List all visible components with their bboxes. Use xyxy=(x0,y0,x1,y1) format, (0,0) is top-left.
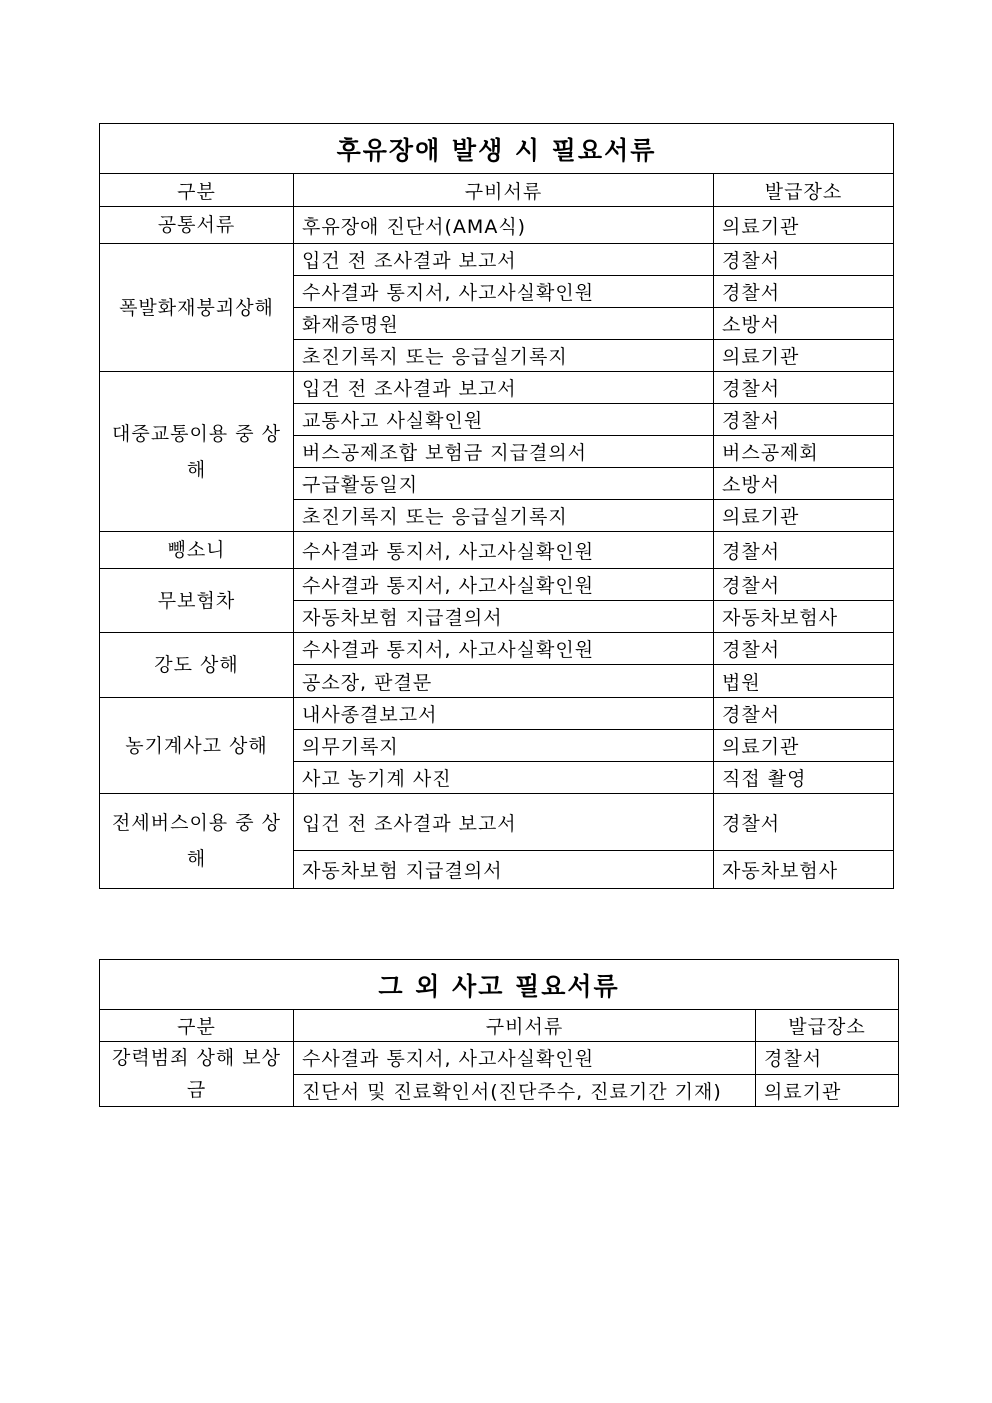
document-cell: 초진기록지 또는 응급실기록지 xyxy=(294,500,714,532)
issuer-cell: 경찰서 xyxy=(714,569,894,601)
document-cell: 입건 전 조사결과 보고서 xyxy=(294,244,714,276)
document-cell: 후유장애 진단서(AMA식) xyxy=(294,207,714,244)
header-documents: 구비서류 xyxy=(294,1010,756,1042)
document-cell: 진단서 및 진료확인서(진단주수, 진료기간 기재) xyxy=(294,1074,756,1107)
table-row xyxy=(100,244,894,276)
category-cell: 강도 상해 xyxy=(100,633,294,698)
document-cell: 교통사고 사실확인원 xyxy=(294,404,714,436)
document-cell: 내사종결보고서 xyxy=(294,698,714,730)
table-row xyxy=(100,698,894,730)
issuer-cell: 직접 촬영 xyxy=(714,762,894,794)
issuer-cell: 경찰서 xyxy=(714,404,894,436)
category-cell: 무보험차 xyxy=(100,569,294,633)
document-cell: 사고 농기계 사진 xyxy=(294,762,714,794)
issuer-cell: 경찰서 xyxy=(714,532,894,569)
document-cell: 자동차보험 지급결의서 xyxy=(294,851,714,889)
header-issuer: 발급장소 xyxy=(756,1010,899,1042)
issuer-cell: 법원 xyxy=(714,665,894,698)
issuer-cell: 자동차보험사 xyxy=(714,601,894,633)
issuer-cell: 자동차보험사 xyxy=(714,851,894,889)
table-row xyxy=(100,794,894,851)
issuer-cell: 버스공제회 xyxy=(714,436,894,468)
issuer-cell: 의료기관 xyxy=(714,207,894,244)
category-cell: 강력범죄 상해 보상금 xyxy=(100,1042,294,1107)
table-row xyxy=(100,569,894,601)
table-row xyxy=(100,532,894,569)
document-cell: 구급활동일지 xyxy=(294,468,714,500)
table-title: 후유장애 발생 시 필요서류 xyxy=(100,124,894,174)
document-cell: 초진기록지 또는 응급실기록지 xyxy=(294,340,714,372)
document-cell: 수사결과 통지서, 사고사실확인원 xyxy=(294,633,714,665)
issuer-cell: 의료기관 xyxy=(756,1074,899,1107)
table-row xyxy=(100,633,894,665)
issuer-cell: 경찰서 xyxy=(756,1042,899,1075)
document-cell: 수사결과 통지서, 사고사실확인원 xyxy=(294,276,714,308)
category-cell: 뺑소니 xyxy=(100,532,294,569)
post-disability-documents-table xyxy=(99,123,894,889)
document-cell: 의무기록지 xyxy=(294,730,714,762)
issuer-cell: 경찰서 xyxy=(714,794,894,851)
category-cell: 농기계사고 상해 xyxy=(100,698,294,794)
header-category: 구분 xyxy=(100,1010,294,1042)
issuer-cell: 경찰서 xyxy=(714,633,894,665)
document-cell: 공소장, 판결문 xyxy=(294,665,714,698)
category-cell: 공통서류 xyxy=(100,207,294,244)
document-cell: 버스공제조합 보험금 지급결의서 xyxy=(294,436,714,468)
table-row xyxy=(100,372,894,404)
table-title: 그 외 사고 필요서류 xyxy=(100,960,899,1010)
document-cell: 수사결과 통지서, 사고사실확인원 xyxy=(294,569,714,601)
issuer-cell: 소방서 xyxy=(714,308,894,340)
category-cell: 전세버스이용 중 상해 xyxy=(100,794,294,889)
document-cell: 입건 전 조사결과 보고서 xyxy=(294,794,714,851)
document-cell: 수사결과 통지서, 사고사실확인원 xyxy=(294,1042,756,1075)
header-issuer: 발급장소 xyxy=(714,174,894,207)
issuer-cell: 소방서 xyxy=(714,468,894,500)
table-row xyxy=(100,1042,899,1075)
category-cell: 대중교통이용 중 상해 xyxy=(100,372,294,532)
issuer-cell: 의료기관 xyxy=(714,340,894,372)
document-cell: 입건 전 조사결과 보고서 xyxy=(294,372,714,404)
other-accident-documents-table xyxy=(99,959,899,1107)
category-cell: 폭발화재붕괴상해 xyxy=(100,244,294,372)
issuer-cell: 의료기관 xyxy=(714,730,894,762)
document-cell: 자동차보험 지급결의서 xyxy=(294,601,714,633)
issuer-cell: 경찰서 xyxy=(714,244,894,276)
issuer-cell: 경찰서 xyxy=(714,276,894,308)
issuer-cell: 경찰서 xyxy=(714,372,894,404)
header-category: 구분 xyxy=(100,174,294,207)
document-cell: 수사결과 통지서, 사고사실확인원 xyxy=(294,532,714,569)
issuer-cell: 의료기관 xyxy=(714,500,894,532)
document-cell: 화재증명원 xyxy=(294,308,714,340)
table-row xyxy=(100,207,894,244)
header-documents: 구비서류 xyxy=(294,174,714,207)
issuer-cell: 경찰서 xyxy=(714,698,894,730)
